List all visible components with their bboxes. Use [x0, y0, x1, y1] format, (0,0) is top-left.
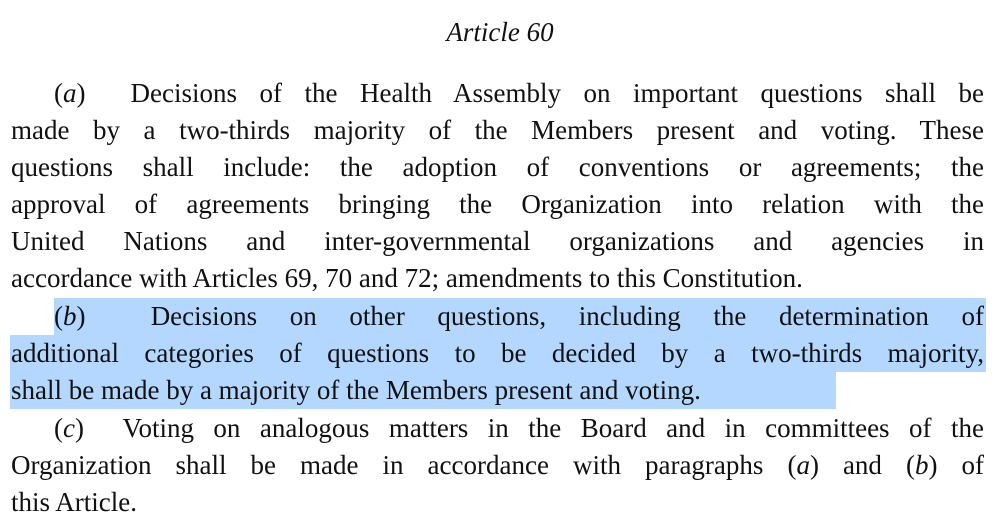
paragraph-a-label: a — [63, 78, 77, 108]
paragraph-c-label: c — [63, 413, 75, 443]
paragraph-a-line-3: questions shall include: the adoption of conventions or agreements; the — [11, 152, 984, 182]
paragraph-a-line-6: accordance with Articles 69, 70 and 72; amendments to this Constitution. — [11, 263, 803, 293]
paragraph-a-line-4: approval of agreements bringing the Organization into relation with the — [11, 189, 984, 219]
paragraph-a-text-1: Decisions of the Health Assembly on important questions shall be — [130, 78, 984, 108]
paragraph-a-line-1: (a) Decisions of the Health Assembly on important questions shall be — [54, 78, 984, 108]
paragraph-b-text-1: Decisions on other questions, including the determination of — [150, 301, 984, 331]
paragraph-c-line-1: (c) Voting on analogous matters in the Board and in committees of the — [54, 413, 984, 443]
paragraph-c-of: of — [961, 450, 984, 480]
paragraph-c-ref-b: b — [914, 450, 929, 480]
paragraph-b-line-3[interactable]: shall be made by a majority of the Members present and voting. — [11, 375, 701, 405]
paragraph-c-text-2: Organization shall be made in accordance with paragraphs — [11, 450, 764, 480]
article-title: Article 60 — [446, 17, 554, 47]
paragraph-a-line-5: United Nations and inter-governmental organizations and agencies in — [11, 226, 984, 256]
paragraph-a-line-2: made by a two-thirds majority of the Members present and voting. These — [11, 115, 984, 145]
paragraph-b-line-2[interactable]: additional categories of questions to be decided by a two-thirds majority, — [11, 338, 984, 368]
paragraph-c-line-2: Organization shall be made in accordance with paragraphs (a) and (b) of — [11, 450, 984, 480]
paragraph-b-label: b — [63, 301, 77, 331]
paragraph-c-line-3: this Article. — [11, 487, 137, 517]
paragraph-c-ref-a: a — [796, 450, 810, 480]
paragraph-c-and: and — [842, 450, 882, 480]
paragraph-c-text-1: Voting on analogous matters in the Board and in committees of the — [122, 413, 984, 443]
paragraph-b-line-1[interactable]: (b) Decisions on other questions, including the determination of — [54, 301, 984, 331]
